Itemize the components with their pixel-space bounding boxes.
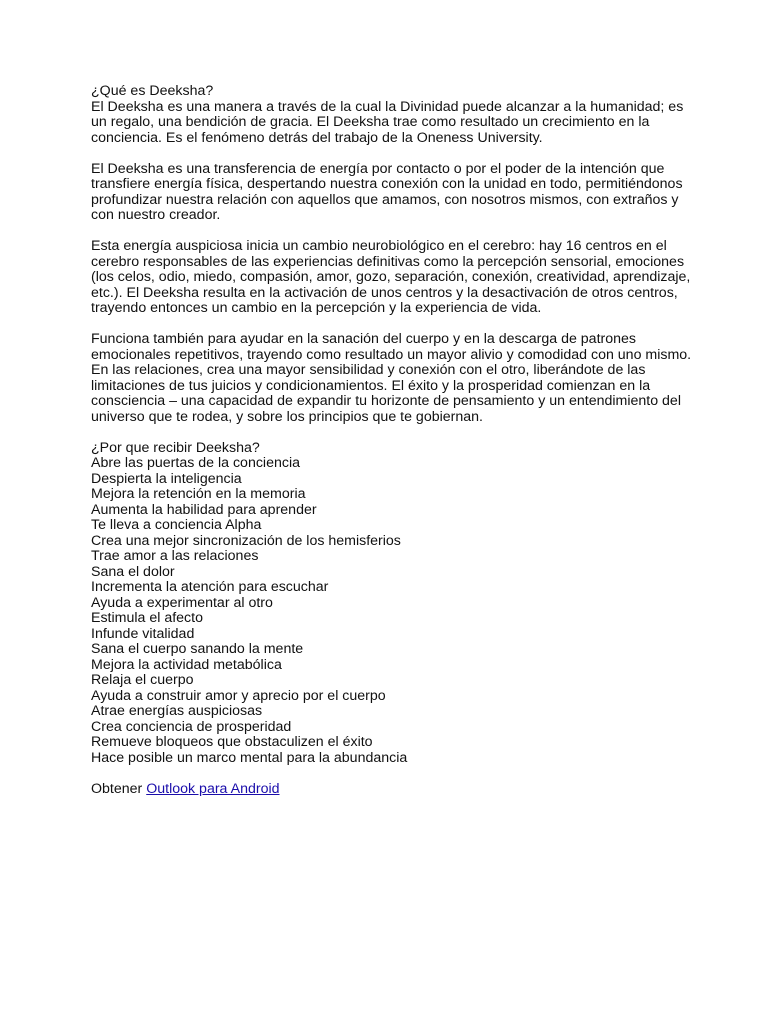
list-item: Atrae energías auspiciosas xyxy=(91,703,263,719)
paragraph-line: consciencia – una capacidad de expandir tu horizonte de pensamiento y un entendimiento del xyxy=(91,393,681,409)
list-item: Crea conciencia de prosperidad xyxy=(91,718,292,735)
list-item: Sana el cuerpo sanando la mente xyxy=(91,641,304,657)
list-item: Relaja el cuerpo xyxy=(91,672,194,688)
paragraph-line: profundizar nuestra relación con aquellos que amamos, con nosotros mismos, con extraños y xyxy=(91,191,679,208)
footer-line xyxy=(91,782,711,798)
paragraph-line: conciencia. Es el fenómeno detrás del trabajo de la Oneness University. xyxy=(91,129,543,146)
list-item: Abre las puertas de la conciencia xyxy=(91,455,300,471)
section-title: ¿Por que recibir Deeksha? xyxy=(91,439,260,456)
list-item: Trae amor a las relaciones xyxy=(91,548,259,564)
list-item: Estimula el afecto xyxy=(91,610,203,626)
outlook-android-link[interactable]: Outlook para Android xyxy=(146,780,280,797)
section-what-is-deeksha xyxy=(91,84,711,146)
paragraph-line: emocionales repetitivos, trayendo como resultado un mayor alivio y comodidad con uno mismo. xyxy=(91,346,692,363)
paragraph-line: universo que te rodea, y sobre los principios que te gobiernan. xyxy=(91,408,483,425)
list-item: Aumenta la habilidad para aprender xyxy=(91,501,317,518)
paragraph-line: transfiere energía física, despertando nuestra conexión con la unidad en todo, permitiéndonos xyxy=(91,176,683,192)
paragraph-healing xyxy=(91,332,711,425)
list-item: Mejora la retención en la memoria xyxy=(91,486,306,502)
paragraph-line: Esta energía auspiciosa inicia un cambio neurobiológico en el cerebro: hay 16 centros en el xyxy=(91,238,667,254)
paragraph-line: El Deeksha es una transferencia de energía por contacto o por el poder de la intención que xyxy=(91,160,665,177)
paragraph-line: En las relaciones, crea una mayor sensibilidad y conexión con el otro, liberándote de las xyxy=(91,362,646,378)
footer-get-outlook xyxy=(91,782,711,798)
list-item: Despierta la inteligencia xyxy=(91,470,242,487)
paragraph-line: un regalo, una bendición de gracia. El Deeksha trae como resultado un crecimiento en la xyxy=(91,114,650,130)
paragraph-line: etc.). El Deeksha resulta en la activación de unos centros y la desactivación de otros centros, xyxy=(91,284,678,301)
list-item: Incrementa la atención para escuchar xyxy=(91,579,329,595)
section-why-receive-deeksha xyxy=(91,441,711,767)
list-item: Hace posible un marco mental para la abundancia xyxy=(91,749,408,766)
list-item: Sana el dolor xyxy=(91,563,175,580)
list-item: Te lleva a conciencia Alpha xyxy=(91,517,262,533)
paragraph-line: cerebro responsables de las experiencias definitivas como la percepción sensorial, emociones xyxy=(91,253,685,270)
paragraph-neurobiological-change xyxy=(91,239,711,317)
list-item: Mejora la actividad metabólica xyxy=(91,656,282,673)
list-item: Crea una mejor sincronización de los hemisferios xyxy=(91,532,401,549)
list-item: Remueve bloqueos que obstaculizen el éxito xyxy=(91,734,373,750)
paragraph-line: limitaciones de tus juicios y condicionamientos. El éxito y la prosperidad comienzan en la xyxy=(91,377,651,394)
list-item: Ayuda a experimentar al otro xyxy=(91,594,273,611)
paragraph-line: con nuestro creador. xyxy=(91,207,221,223)
section-title: ¿Qué es Deeksha? xyxy=(91,83,214,99)
paragraph-line: Funciona también para ayudar en la sanación del cuerpo y en la descarga de patrones xyxy=(91,331,636,347)
list-item: Ayuda a construir amor y aprecio por el cuerpo xyxy=(91,687,386,704)
paragraph-line: El Deeksha es una manera a través de la cual la Divinidad puede alcanzar a la humanidad; es xyxy=(91,98,684,115)
list-item: Infunde vitalidad xyxy=(91,625,195,642)
footer-prefix: Obtener xyxy=(91,780,143,797)
paragraph-energy-transfer xyxy=(91,162,711,224)
document-page xyxy=(91,84,711,813)
paragraph-line: (los celos, odio, miedo, compasión, amor, gozo, separación, conexión, creatividad, aprendizaje, xyxy=(91,269,691,285)
paragraph-line: trayendo entonces un cambio en la percepción y la experiencia de vida. xyxy=(91,300,542,316)
